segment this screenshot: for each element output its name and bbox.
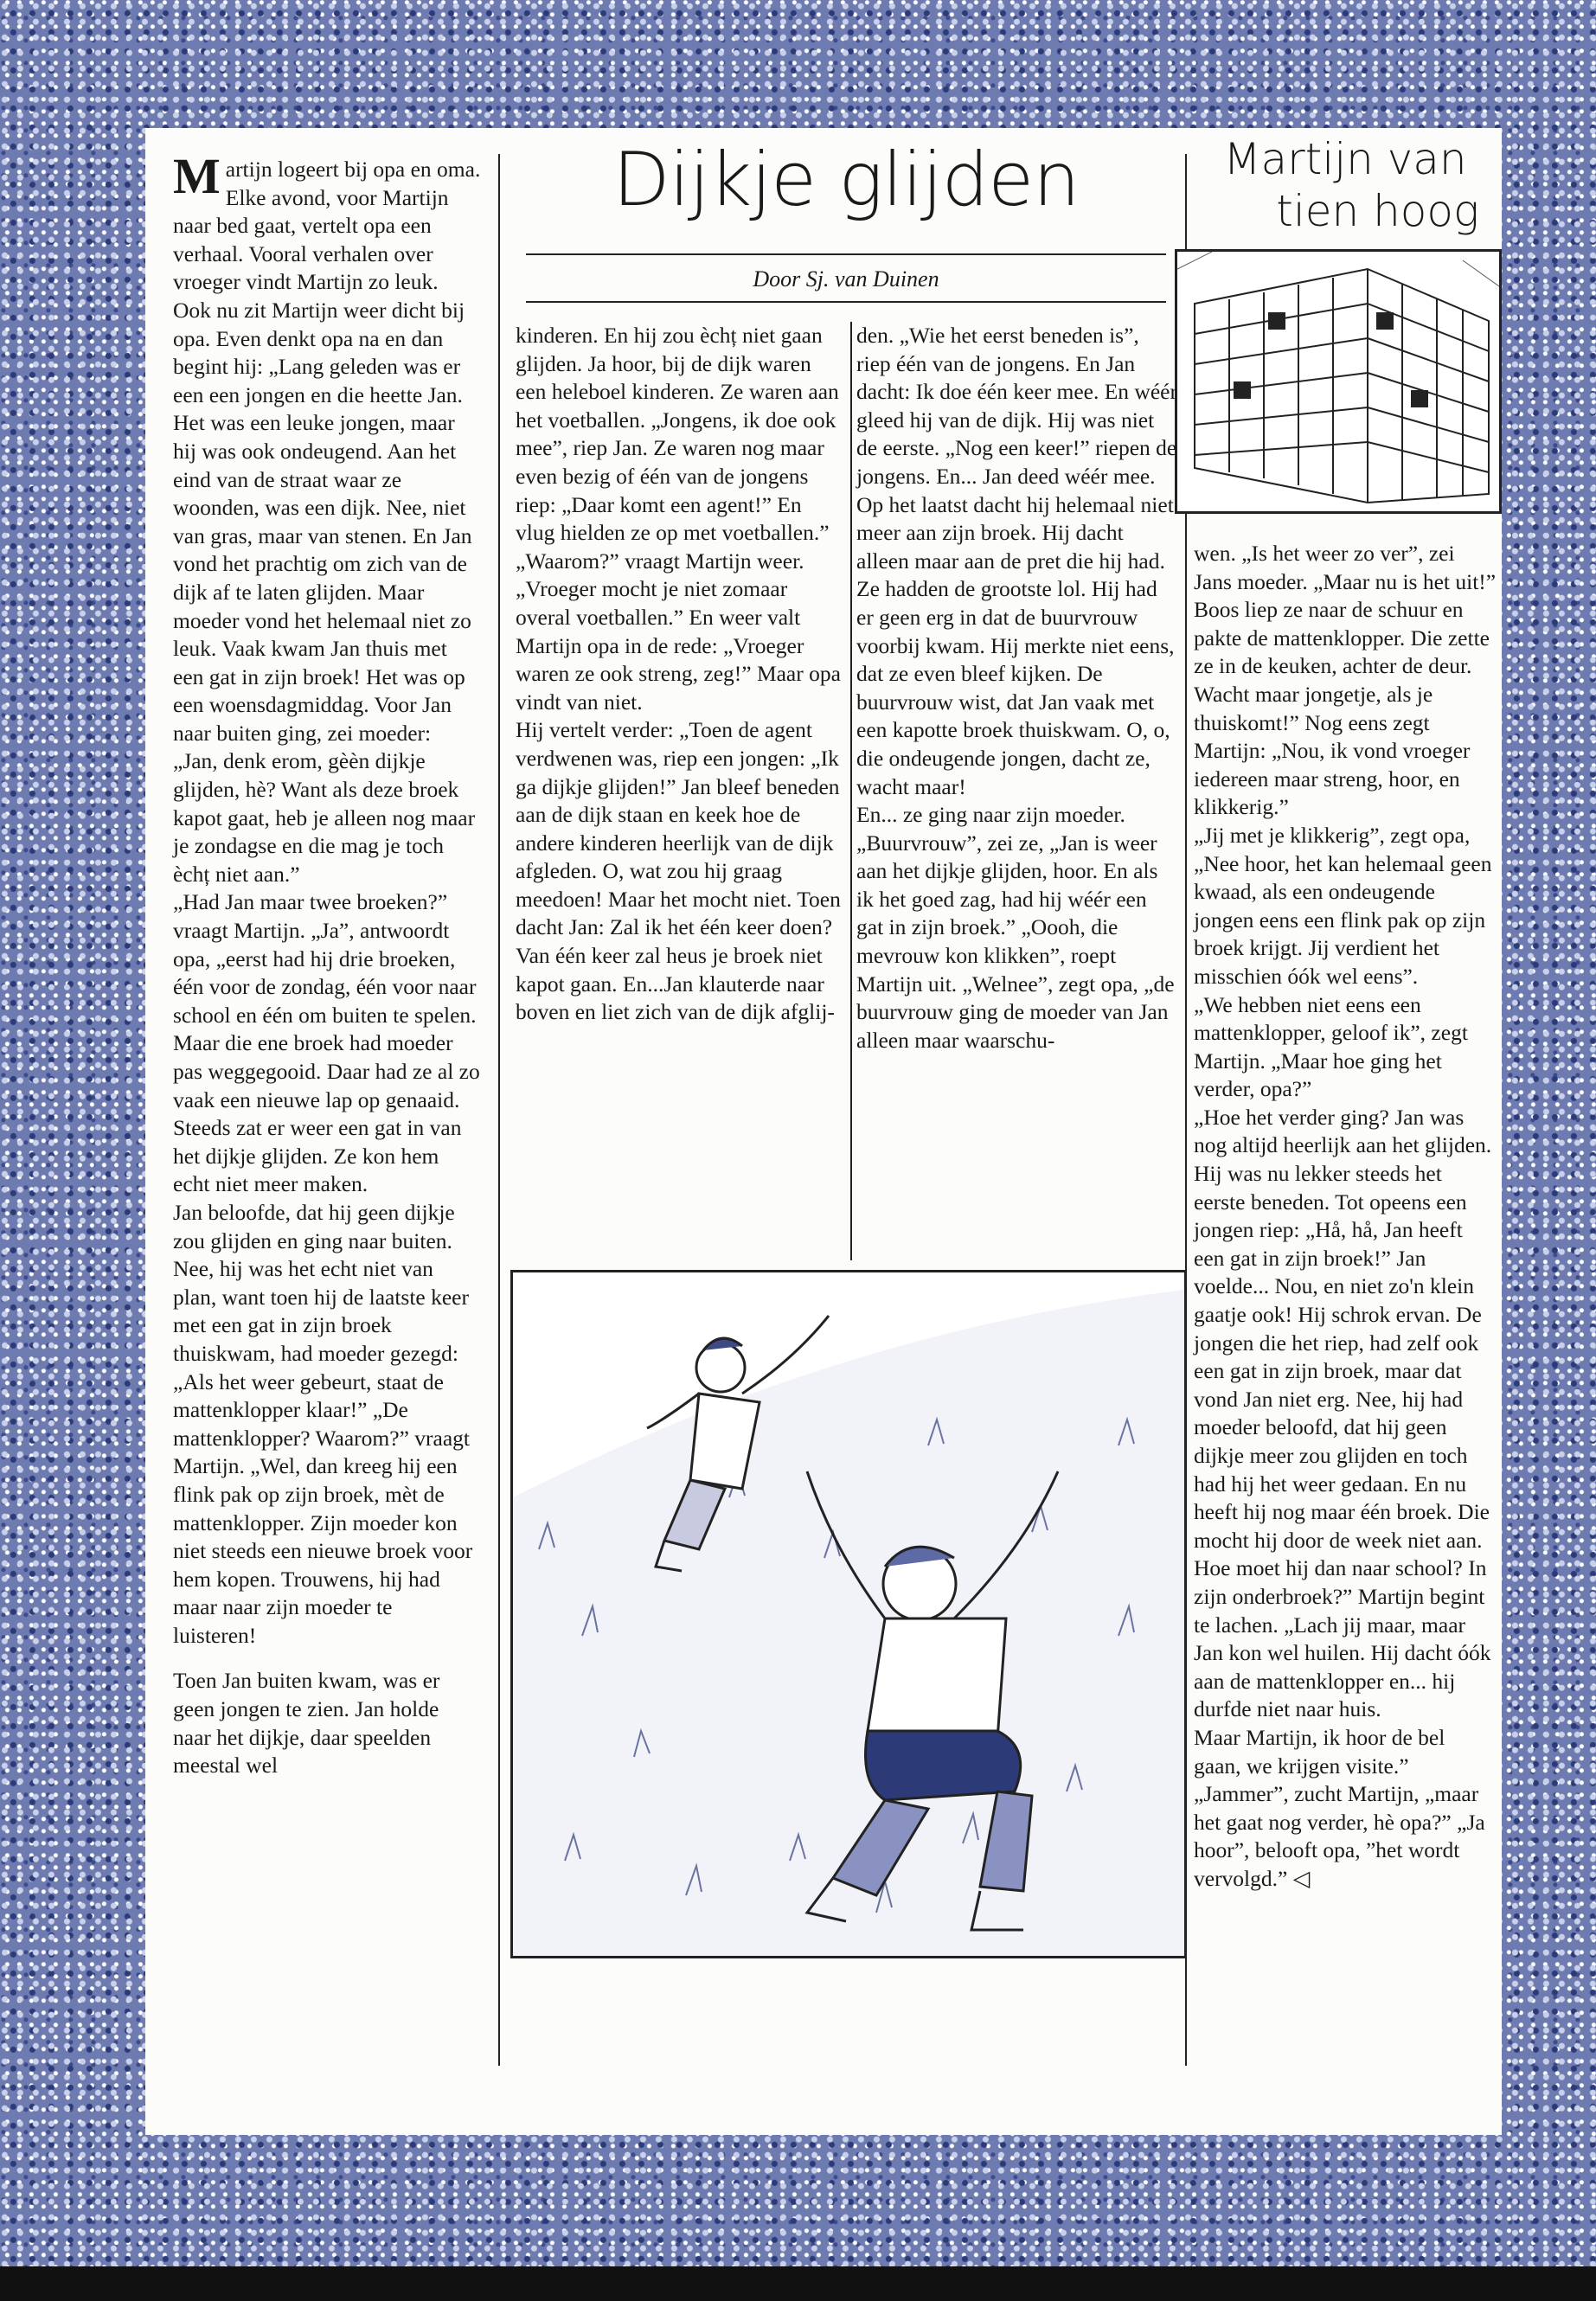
column-4 bbox=[1194, 540, 1497, 1894]
paragraph: „We hebben niet eens een mattenklopper, geloof ik”, zegt Martijn. „Maar hoe ging het verder, opa?” bbox=[1194, 991, 1468, 1102]
paragraph: Jan beloofde, dat hij geen dijkje zou glijden en ging naar buiten. Nee, hij was het echt niet van plan, want toen hij de laatste keer met een gat in zijn broek thuiskwam, had moeder gezegd: „Als het weer gebeurt, staat de mattenklopper klaar!” „De mattenklopper? Waarom?” vraagt Martijn. „Wel, dan kreeg hij een flink pak op zijn broek, mèt de mattenklopper. Zijn moeder kon niet steeds een nieuwe broek voor hem kopen. Trouwens, hij had maar naar zijn moeder te luisteren! bbox=[173, 1199, 473, 1648]
building-icon bbox=[1177, 252, 1499, 511]
column-2 bbox=[516, 322, 841, 1027]
side-title-line: Martijn van bbox=[1223, 134, 1467, 184]
column-3 bbox=[856, 322, 1178, 1054]
column-rule bbox=[850, 322, 852, 1260]
boys-sliding-illustration bbox=[510, 1270, 1187, 1958]
column-rule bbox=[498, 154, 500, 2066]
paragraph: „Had Jan maar twee broeken?” vraagt Martijn. „Ja”, antwoordt opa, „eerst had hij drie broeken, één voor de zondag, één voor naar school en één om buiten te spelen. Maar die ene broek had moeder pas weggegooid. Daar had ze al zo vaak een nieuwe lap op genaaid. Steeds zat er weer een gat in van het dijkje glijden. Ze kon hem echt niet meer maken. bbox=[173, 889, 480, 1197]
paragraph: Maar Martijn, ik hoor de bel gaan, we krijgen visite.” bbox=[1194, 1724, 1445, 1779]
side-title-line: tien hoog bbox=[1276, 186, 1479, 236]
page-bottom-edge bbox=[0, 2266, 1596, 2301]
paragraph: En... ze ging naar zijn moeder. „Buurvrouw”, zei ze, „Jan is weer aan het dijkje glijden, hoor. En als ik het goed zag, had hij wéér een gat in zijn broek.” „Oooh, die mevrouw kon klikken”, roept Martijn uit. „Welnee”, zegt opa, „de buurvrouw ging de moeder van Jan alleen maar waarschu- bbox=[856, 802, 1175, 1053]
paragraph: Toen Jan buiten kwam, was er geen jongen te zien. Jan holde naar het dijkje, daar speelden meestal wel bbox=[173, 1668, 440, 1779]
drop-cap: M bbox=[173, 148, 221, 204]
paragraph bbox=[173, 148, 481, 888]
byline: Door Sj. van Duinen bbox=[753, 266, 939, 292]
title-rule bbox=[526, 253, 1166, 255]
boys-sliding-icon bbox=[513, 1272, 1184, 1956]
paragraph: Hij vertelt verder: „Toen de agent verdwenen was, riep een jongen: „Ik ga dijkje glijden!” Jan bleef beneden aan de dijk staan en keek hoe de andere kinderen heerlijk van de dijk afgleden. O, wat zou hij graag meedoen! Maar het mocht niet. Toen dacht Jan: Zal ik het één keer doen? Van één keer zal heus je broek niet kapot gaan. En...Jan klauterde naar boven en liet zich van de dijk afglij- bbox=[516, 717, 841, 1025]
paragraph: kinderen. En hij zou èchț niet gaan glijden. Ja hoor, bij de dijk waren een heleboel kinderen. Ze waren aan het voetballen. „Jongens, ik doe ook mee”, riep Jan. Ze waren nog maar even bezig of één van de jongens riep: „Daar komt een agent!” En vlug hielden ze op met voetballen.” bbox=[516, 323, 839, 546]
paragraph: „Jij met je klikkerig”, zegt opa, „Nee hoor, het kan helemaal geen kwaad, als een ondeugende jongen eens een flink pak op zijn broek krijgt. Jij verdient het misschien óók wel eens”. bbox=[1194, 822, 1492, 989]
column-1 bbox=[173, 148, 481, 1780]
paragraph: „Hoe het verder ging? Jan was nog altijd heerlijk aan het glijden. Hij was nu lekker steeds het eerste beneden. Tot opeens een jongen riep: „Hå, hå, Jan heeft een gat in zijn broek!” Jan voelde... Nou, en niet zo'n klein gaatje ook! Hij schrok ervan. De jongen die het riep, had zelf ook een gat in zijn broek, maar dat vond Jan niet erg. Nee, hij had moeder beloofd, dat hij geen dijkje meer zou glijden en toch had hij het weer gedaan. En nu heeft hij nog maar één broek. Die mocht hij door de week niet aan. Hoe moet hij dan naar school? In zijn onderbroek?” Martijn begint te lachen. „Lach jij maar, maar Jan kon wel huilen. Hij dacht óók aan de mattenklopper en... hij durfde niet naar huis. bbox=[1194, 1104, 1492, 1722]
paragraph-text: artijn logeert bij opa en oma. Elke avond, voor Martijn naar bed gaat, vertelt opa een verhaal. Vooral verhalen over vroeger vindt Martijn zo leuk. Ook nu zit Martijn weer dicht bij opa. Even denkt opa na en dan begint hij: „Lang geleden was er een een jongen en die heette Jan. Het was een leuke jongen, maar hij was ook ondeugend. Aan het eind van de straat waar ze woonden, was een dijk. Nee, niet van gras, maar van stenen. En Jan vond het prachtig om zich van de dijk af te laten glijden. Maar moeder vond het helemaal niet zo leuk. Vaak kwam Jan thuis met een gat in zijn broek! Het was op een woensdagmiddag. Voor Jan naar buiten ging, zei moeder: „Jan, denk erom, gèèn dijkje glijden, hè? Want als deze broek kapot gaat, heb je alleen nog maar je zondagse en die mag je toch èchț niet aan.” bbox=[173, 157, 481, 887]
apartment-building-drawing bbox=[1175, 249, 1502, 514]
paragraph: wen. „Is het weer zo ver”, zei Jans moeder. „Maar nu is het uit!” Boos liep ze naar de schuur en pakte de mattenklopper. Die zette ze in de keuken, achter de deur. Wacht maar jongetje, als je thuiskomt!” Nog eens zegt Martijn: „Nou, ik vond vroeger iedereen maar streng, hoor, en klikkerig.” bbox=[1194, 541, 1497, 820]
magazine-page bbox=[145, 128, 1502, 2135]
article-title: Dijkje glijden bbox=[612, 137, 1080, 223]
side-title bbox=[1194, 133, 1497, 237]
paragraph: den. „Wie het eerst beneden is”, riep één van de jongens. En Jan dacht: Ik doe één keer mee. En wéér gleed hij van de dijk. Hij was niet de eerste. „Nog een keer!” riepen de jongens. En... Jan deed wéér mee. Op het laatst dacht hij helemaal niet meer aan zijn broek. Hij dacht alleen maar aan de pret die hij had. Ze hadden de grootste lol. Hij had er geen erg in dat de buurvrouw voorbij kwam. Hij merkte niet eens, dat ze even bleef kijken. De buurvrouw wist, dat Jan vaak met een kapotte broek thuiskwam. O, o, die ondeugende jongen, dacht ze, wacht maar! bbox=[856, 323, 1177, 799]
paragraph: „Jammer”, zucht Martijn, „maar het gaat nog verder, hè opa?” „Ja hoor”, belooft opa, ”het wordt vervolgd.” ◁ bbox=[1194, 1781, 1485, 1891]
byline-rule bbox=[526, 301, 1166, 303]
paragraph: „Waarom?” vraagt Martijn weer. „Vroeger mocht je niet zomaar overal voetballen.” En weer valt Martijn opa in de rede: „Vroeger waren ze ook streng, zeg!” Maar opa vindt van niet. bbox=[516, 548, 841, 715]
